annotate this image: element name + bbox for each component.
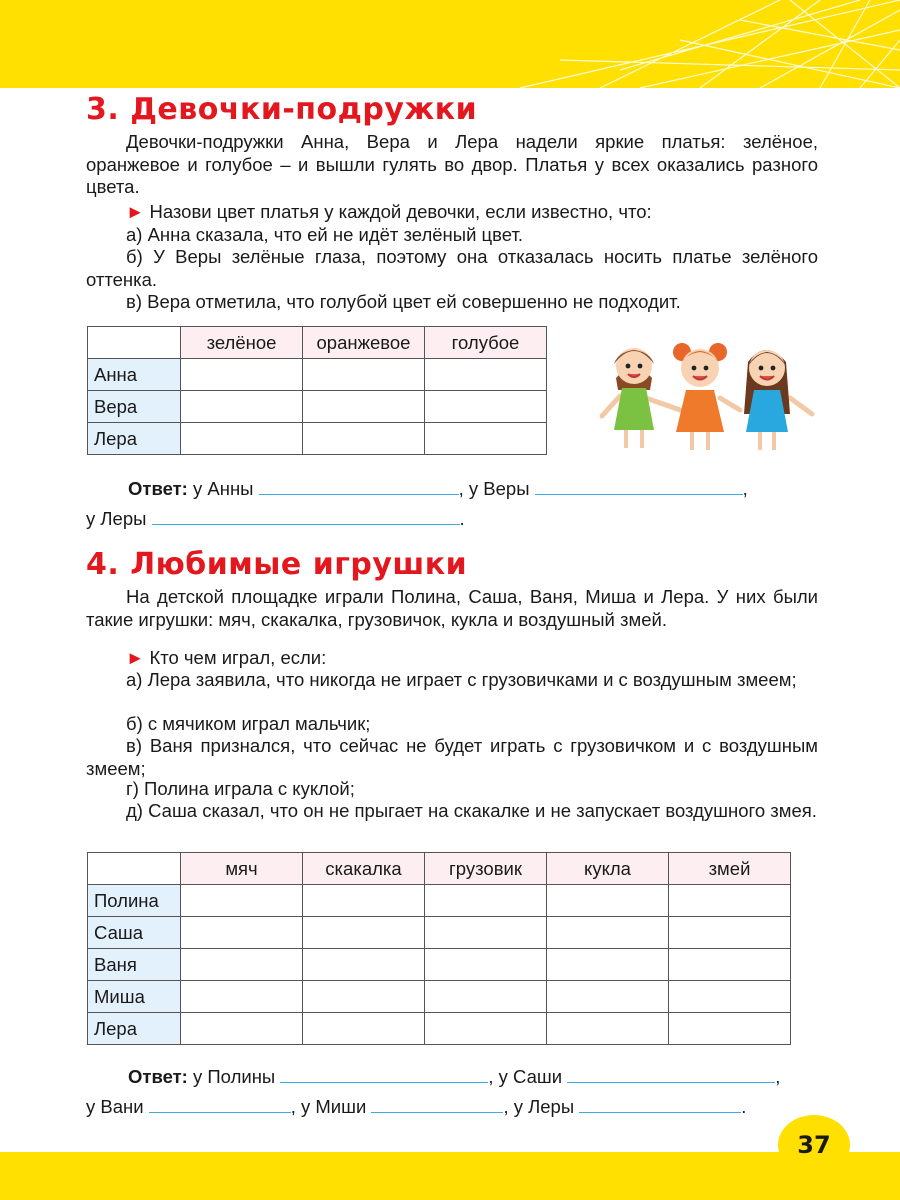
table-cell[interactable] [425,391,547,423]
table-cell[interactable] [303,981,425,1013]
table-cell[interactable] [181,423,303,455]
task4-answer-line1: Ответ: у Полины , у Саши , [128,1066,781,1087]
column-header: оранжевое [303,327,425,359]
table-corner [88,853,181,885]
task3-condition-c: в) Вера отметила, что голубой цвет ей совершенно не подходит. [126,291,681,312]
table-cell[interactable] [669,1013,791,1045]
column-header: скакалка [303,853,425,885]
row-header: Лера [88,1013,181,1045]
task4-answer-line2: у Вани , у Миши , у Леры . [86,1096,747,1117]
answer-label: Ответ: [128,478,188,499]
table-cell[interactable] [303,1013,425,1045]
task4-condition-d: г) Полина играла с куклой; [126,778,355,799]
answer-lera-label: у Леры [513,1096,575,1117]
table-cell[interactable] [547,949,669,981]
table-cell[interactable] [181,885,303,917]
task3-condition-a: а) Анна сказала, что ей не идёт зелёный цвет. [126,224,524,245]
table-cell[interactable] [669,949,791,981]
task4-table [87,852,791,1045]
table-cell[interactable] [303,949,425,981]
table-cell[interactable] [669,981,791,1013]
task3-intro: Девочки-подружки Анна, Вера и Лера надели яркие платья: зелёное, оранжевое и голубое – и вышли гулять во двор. Платья у всех оказались разного цвета. [86,131,818,197]
task3-question-line [86,201,818,224]
task3-answer-line2: у Леры . [86,508,465,529]
row-header: Саша [88,917,181,949]
decor-lines [0,0,900,88]
answer-vera-label: у Веры [468,478,530,499]
answer-vera-blank[interactable] [535,478,743,495]
row-header: Лера [88,423,181,455]
table-cell[interactable] [425,917,547,949]
task4-condition-b: б) с мячиком играл мальчик; [126,713,371,734]
table-cell[interactable] [425,949,547,981]
page-number-badge [778,1115,850,1175]
column-header: кукла [547,853,669,885]
column-header: грузовик [425,853,547,885]
answer-vanya-blank[interactable] [149,1096,291,1113]
arrow-icon: ► [126,647,145,668]
task4-condition-a: а) Лера заявила, что никогда не играет с грузовичками и с воздушным змеем; [126,669,797,690]
table-cell[interactable] [547,917,669,949]
bottom-decor-band [0,1152,900,1200]
task3-condition-b: б) У Веры зелёные глаза, поэтому она отказалась носить платье зелёного оттенка. [86,246,818,290]
three-girls-illustration [590,318,822,458]
table-cell[interactable] [547,981,669,1013]
row-header: Анна [88,359,181,391]
page-number: 37 [797,1131,831,1159]
row-header: Ваня [88,949,181,981]
column-header: змей [669,853,791,885]
answer-lera-blank[interactable] [152,508,460,525]
table-cell[interactable] [547,1013,669,1045]
row-header: Миша [88,981,181,1013]
table-cell[interactable] [181,917,303,949]
top-decor-band [0,0,900,88]
table-cell[interactable] [547,885,669,917]
table-cell[interactable] [303,917,425,949]
table-cell[interactable] [303,423,425,455]
table-cell[interactable] [303,391,425,423]
row-header: Вера [88,391,181,423]
table-cell[interactable] [181,1013,303,1045]
table-cell[interactable] [181,949,303,981]
table-cell[interactable] [669,917,791,949]
column-header: голубое [425,327,547,359]
table-cell[interactable] [181,359,303,391]
table-cell[interactable] [425,423,547,455]
answer-sasha-blank[interactable] [567,1066,775,1083]
answer-misha-blank[interactable] [371,1096,503,1113]
task3-title: 3. Девочки-подружки [86,92,478,127]
table-cell[interactable] [425,1013,547,1045]
answer-anna-blank[interactable] [259,478,459,495]
answer-lera-label: у Леры [86,508,147,529]
table-cell[interactable] [669,885,791,917]
table-cell[interactable] [181,391,303,423]
task3-question: Назови цвет платья у каждой девочки, если известно, что: [149,201,652,222]
answer-vanya-label: у Вани [86,1096,144,1117]
table-cell[interactable] [181,981,303,1013]
task4-condition-e: д) Саша сказал, что он не прыгает на скакалке и не запускает воздушного змея. [126,800,817,821]
table-cell[interactable] [425,885,547,917]
table-corner [88,327,181,359]
task4-intro: На детской площадке играли Полина, Саша, Ваня, Миша и Лера. У них были такие игрушки: мяч, скакалка, грузовичок, кукла и воздушный змей. [86,586,818,630]
task4-title: 4. Любимые игрушки [86,547,468,582]
answer-polina-blank[interactable] [280,1066,488,1083]
task3-answer-line1: Ответ: у Анны , у Веры , [128,478,748,499]
arrow-icon: ► [126,201,145,222]
column-header: зелёное [181,327,303,359]
row-header: Полина [88,885,181,917]
table-cell[interactable] [303,885,425,917]
answer-misha-label: у Миши [301,1096,367,1117]
task4-question: Кто чем играл, если: [149,647,327,668]
answer-polina-label: у Полины [193,1066,276,1087]
answer-label: Ответ: [128,1066,188,1087]
task3-table [87,326,547,455]
column-header: мяч [181,853,303,885]
table-cell[interactable] [425,981,547,1013]
answer-sasha-label: у Саши [498,1066,563,1087]
task4-question-line [86,647,818,670]
table-cell[interactable] [425,359,547,391]
answer-lera-blank[interactable] [579,1096,741,1113]
task4-condition-c: в) Ваня признался, что сейчас не будет играть с грузовичком и с воздушным змеем; [86,735,818,779]
table-cell[interactable] [303,359,425,391]
answer-anna-label: у Анны [193,478,254,499]
